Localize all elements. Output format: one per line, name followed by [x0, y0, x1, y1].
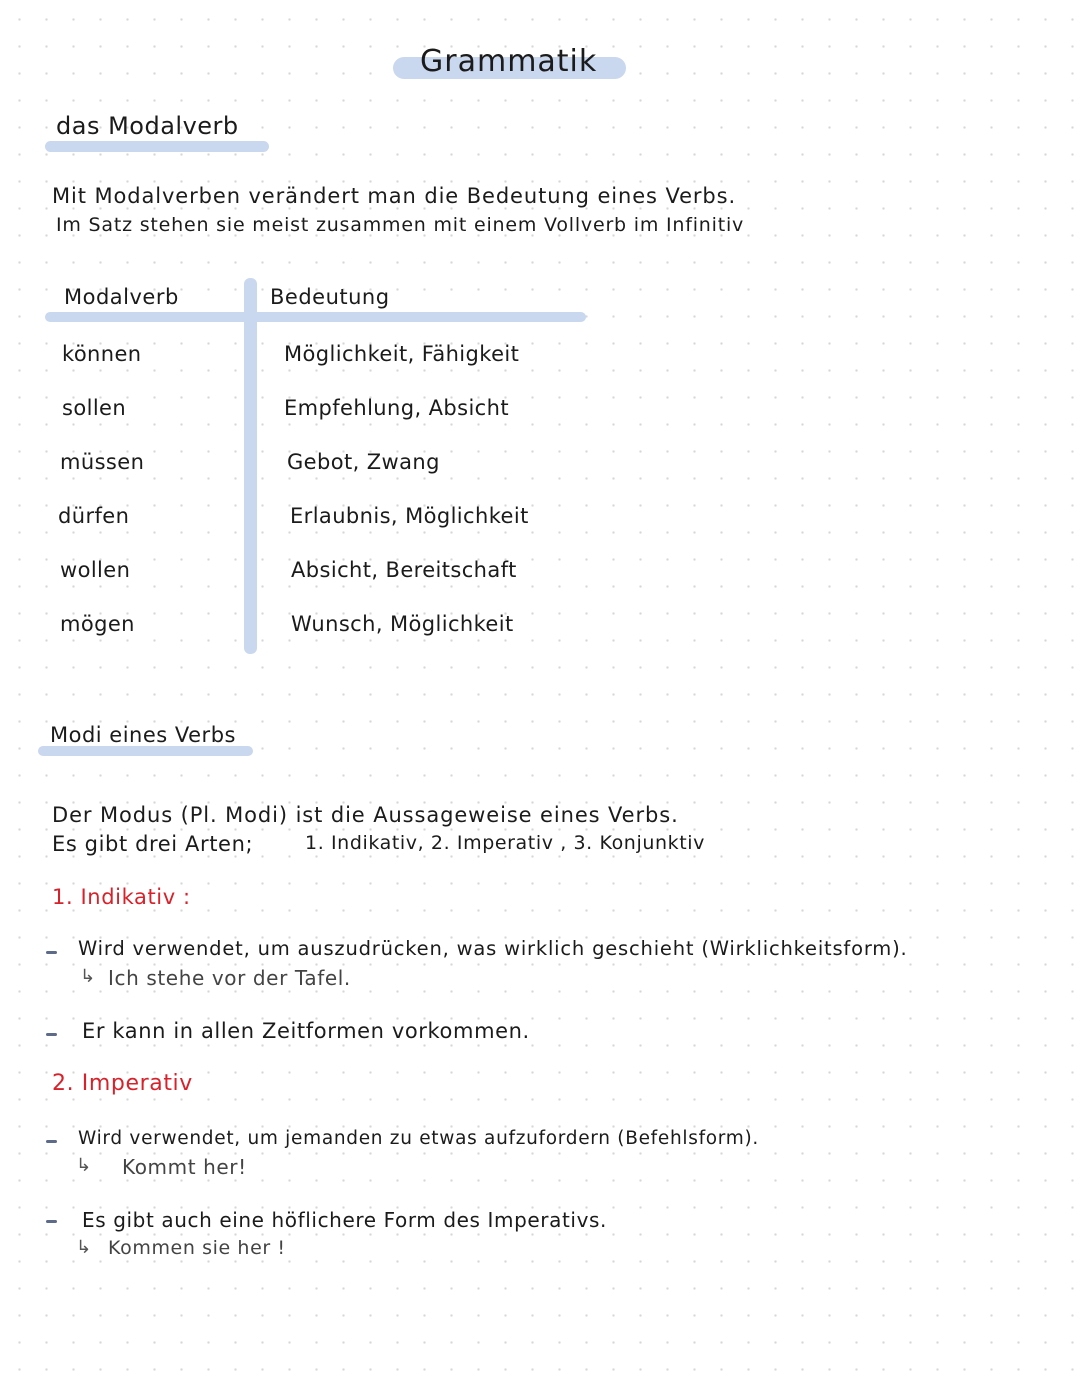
section1-heading-underline [45, 141, 269, 152]
table-cell-verb: sollen [62, 396, 127, 420]
imperativ-example1: Kommt her! [122, 1155, 247, 1179]
table-header-underline [45, 312, 586, 322]
section1-intro-line2: Im Satz stehen sie meist zusammen mit einem Vollverb im Infinitiv [56, 214, 745, 236]
arrow-icon: ↳ [80, 966, 96, 987]
imperativ-heading: 2. Imperativ [52, 1071, 193, 1096]
bullet-dash [46, 951, 57, 954]
arrow-icon: ↳ [76, 1237, 92, 1258]
table-cell-meaning: Wunsch, Möglichkeit [291, 612, 514, 636]
table-header-bedeutung: Bedeutung [270, 285, 390, 309]
imperativ-bullet1: Wird verwendet, um jemanden zu etwas aufzufordern (Befehlsform). [78, 1128, 759, 1149]
section2-heading: Modi eines Verbs [50, 723, 236, 747]
table-column-divider [244, 278, 257, 654]
imperativ-bullet2: Es gibt auch eine höflichere Form des Imperativs. [82, 1208, 607, 1232]
section1-heading: das Modalverb [56, 112, 239, 140]
section2-intro-line1: Der Modus (Pl. Modi) ist die Aussageweise eines Verbs. [52, 803, 679, 827]
bullet-dash [46, 1140, 57, 1143]
table-cell-meaning: Absicht, Bereitschaft [291, 558, 517, 582]
bullet-dash [46, 1220, 57, 1223]
table-cell-verb: mögen [60, 612, 135, 636]
indikativ-bullet1: Wird verwendet, um auszudrücken, was wirklich geschieht (Wirklichkeitsform). [78, 937, 908, 960]
section2-intro-line2-list: 1. Indikativ, 2. Imperativ , 3. Konjunktiv [305, 832, 705, 854]
table-cell-meaning: Möglichkeit, Fähigkeit [284, 342, 520, 366]
table-cell-verb: müssen [60, 450, 145, 474]
section1-intro-line1: Mit Modalverben verändert man die Bedeutung eines Verbs. [52, 184, 737, 208]
imperativ-example2: Kommen sie her ! [108, 1237, 286, 1259]
bullet-dash [46, 1033, 57, 1036]
table-cell-meaning: Erlaubnis, Möglichkeit [290, 504, 529, 528]
indikativ-bullet2: Er kann in allen Zeitformen vorkommen. [82, 1019, 530, 1043]
table-cell-verb: dürfen [58, 504, 130, 528]
section2-intro-line2-prefix: Es gibt drei Arten; [52, 832, 254, 856]
table-cell-verb: können [62, 342, 142, 366]
indikativ-heading: 1. Indikativ : [52, 885, 191, 909]
table-cell-meaning: Empfehlung, Absicht [284, 396, 509, 420]
arrow-icon: ↳ [76, 1155, 92, 1176]
table-cell-meaning: Gebot, Zwang [287, 450, 440, 474]
section2-heading-underline [38, 746, 253, 756]
indikativ-example1: Ich stehe vor der Tafel. [108, 966, 351, 990]
page-title: Grammatik [420, 44, 598, 79]
table-cell-verb: wollen [60, 558, 131, 582]
table-header-modalverb: Modalverb [64, 285, 179, 309]
